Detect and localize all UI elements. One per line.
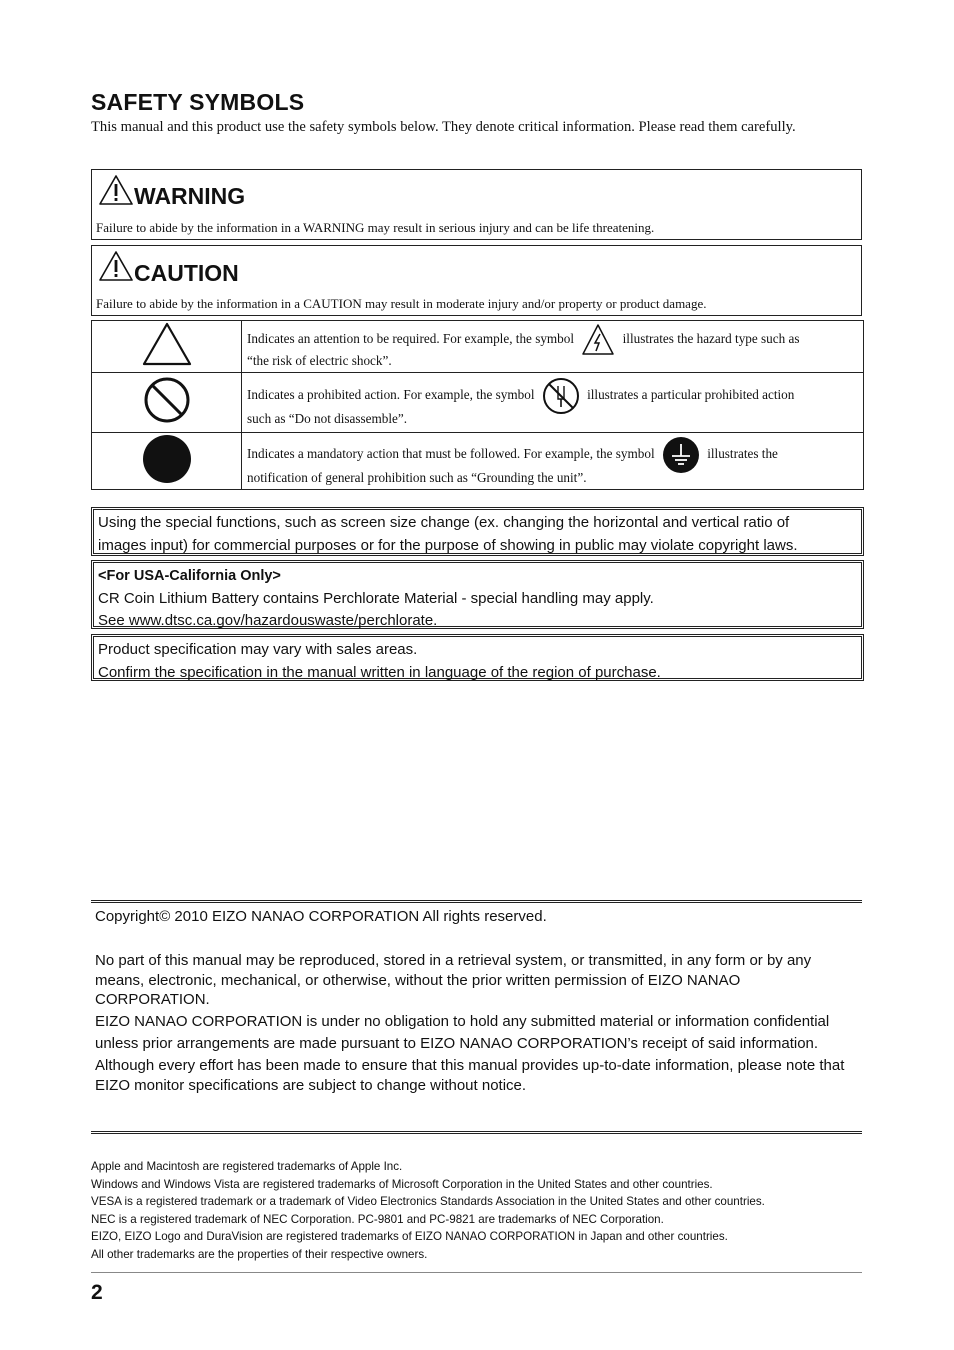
intro-text: This manual and this product use the safety symbols below. They denote critical information. Please read them carefully. [91,119,796,135]
warning-triangle-icon [98,174,134,206]
symbol-cell [92,321,242,373]
trademark-line: Apple and Macintosh are registered trademarks of Apple Inc. [91,1160,403,1173]
symbol-desc-after: illustrates a particular prohibited action [587,387,795,403]
page-title: SAFETY SYMBOLS [91,89,305,115]
symbol-desc-before: Indicates a mandatory action that must be followed. For example, the symbol [247,445,655,461]
table-row [92,433,864,490]
warning-box [91,169,862,240]
do-not-disassemble-icon [542,377,580,415]
caution-box [91,245,862,316]
symbol-description [242,433,864,490]
notice-line: Confirm the specification in the manual written in language of the region of purchase. [98,663,661,681]
symbol-description [242,321,864,373]
copyright-line: Copyright© 2010 EIZO NANAO CORPORATION All rights reserved. [95,908,547,925]
legal-text [95,951,850,1098]
mandatory-filled-circle-icon [142,434,192,484]
electric-shock-icon [581,323,615,357]
trademark-line: VESA is a registered trademark or a trademark of Video Electronics Standards Association in the United States and other countries. [91,1195,765,1209]
usa-california-notice [91,560,864,629]
copyright-law-notice [91,507,864,556]
legal-paragraph: No part of this manual may be reproduced, stored in a retrieval system, or transmitted, in any form or by any means, electronic, mechanical, or otherwise, without the prior written permission of EIZO NANAO CORPORATION. [95,952,812,1008]
caution-heading: CAUTION [134,260,239,286]
legal-paragraph: Although every effort has been made to ensure that this manual provides up-to-date information, please note that EIZO monitor specifications are subject to change without notice. [95,1057,845,1094]
notice-line: Product specification may vary with sales areas. [98,641,418,658]
trademark-line: All other trademarks are the properties of their respective owners. [91,1247,428,1261]
table-row [92,321,864,373]
copyright-block [91,900,862,1134]
symbol-description [242,373,864,433]
symbol-desc-line2: “the risk of electric shock”. [247,353,392,368]
trademark-line: Windows and Windows Vista are registered trademarks of Microsoft Corporation in the United States and other countries. [91,1177,713,1191]
symbol-desc-after: illustrates the hazard type such as [622,331,800,347]
notice-line: images input) for commercial purposes or for the purpose of showing in public may violate copyright laws. [98,536,798,554]
symbol-desc-line2: such as “Do not disassemble”. [247,411,408,426]
legal-paragraph: unless prior arrangements are made pursuant to EIZO NANAO CORPORATION’s receipt of said information. [95,1035,819,1052]
legal-paragraph: EIZO NANAO CORPORATION is under no obligation to hold any submitted material or information confidential [95,1013,830,1030]
symbol-desc-line2: notification of general prohibition such as “Grounding the unit”. [247,469,587,485]
notice-heading: <For USA-California Only> [98,568,281,584]
trademark-line: EIZO, EIZO Logo and DuraVision are registered trademarks of EIZO NANAO CORPORATION in Japan and other countries. [91,1230,728,1244]
table-row [92,373,864,433]
trademarks-list [91,1158,765,1264]
footer-divider [91,1272,862,1273]
symbols-table [91,320,864,490]
page-number: 2 [91,1281,103,1304]
grounding-icon [662,436,700,474]
prohibited-circle-icon [143,376,191,424]
caution-text: Failure to abide by the information in a CAUTION may result in moderate injury and/or property or product damage. [96,296,707,311]
symbol-desc-before: Indicates a prohibited action. For example, the symbol [247,387,535,403]
specification-notice [91,634,864,681]
symbol-cell [92,433,242,490]
caution-triangle-icon [98,250,134,282]
notice-line: Using the special functions, such as screen size change (ex. changing the horizontal and vertical ratio of [98,514,790,531]
trademark-line: NEC is a registered trademark of NEC Corporation. PC-9801 and PC-9821 are trademarks of NEC Corporation. [91,1212,664,1226]
notice-line: CR Coin Lithium Battery contains Perchlorate Material - special handling may apply. [98,589,654,607]
symbol-desc-after: illustrates the [707,445,778,461]
notice-line: See www.dtsc.ca.gov/hazardouswaste/perchlorate. [98,612,438,629]
warning-heading: WARNING [134,183,246,209]
symbol-desc-before: Indicates an attention to be required. For example, the symbol [247,331,575,347]
symbol-cell [92,373,242,433]
attention-triangle-icon [141,321,193,367]
warning-text: Failure to abide by the information in a WARNING may result in serious injury and can be life threatening. [96,220,655,235]
